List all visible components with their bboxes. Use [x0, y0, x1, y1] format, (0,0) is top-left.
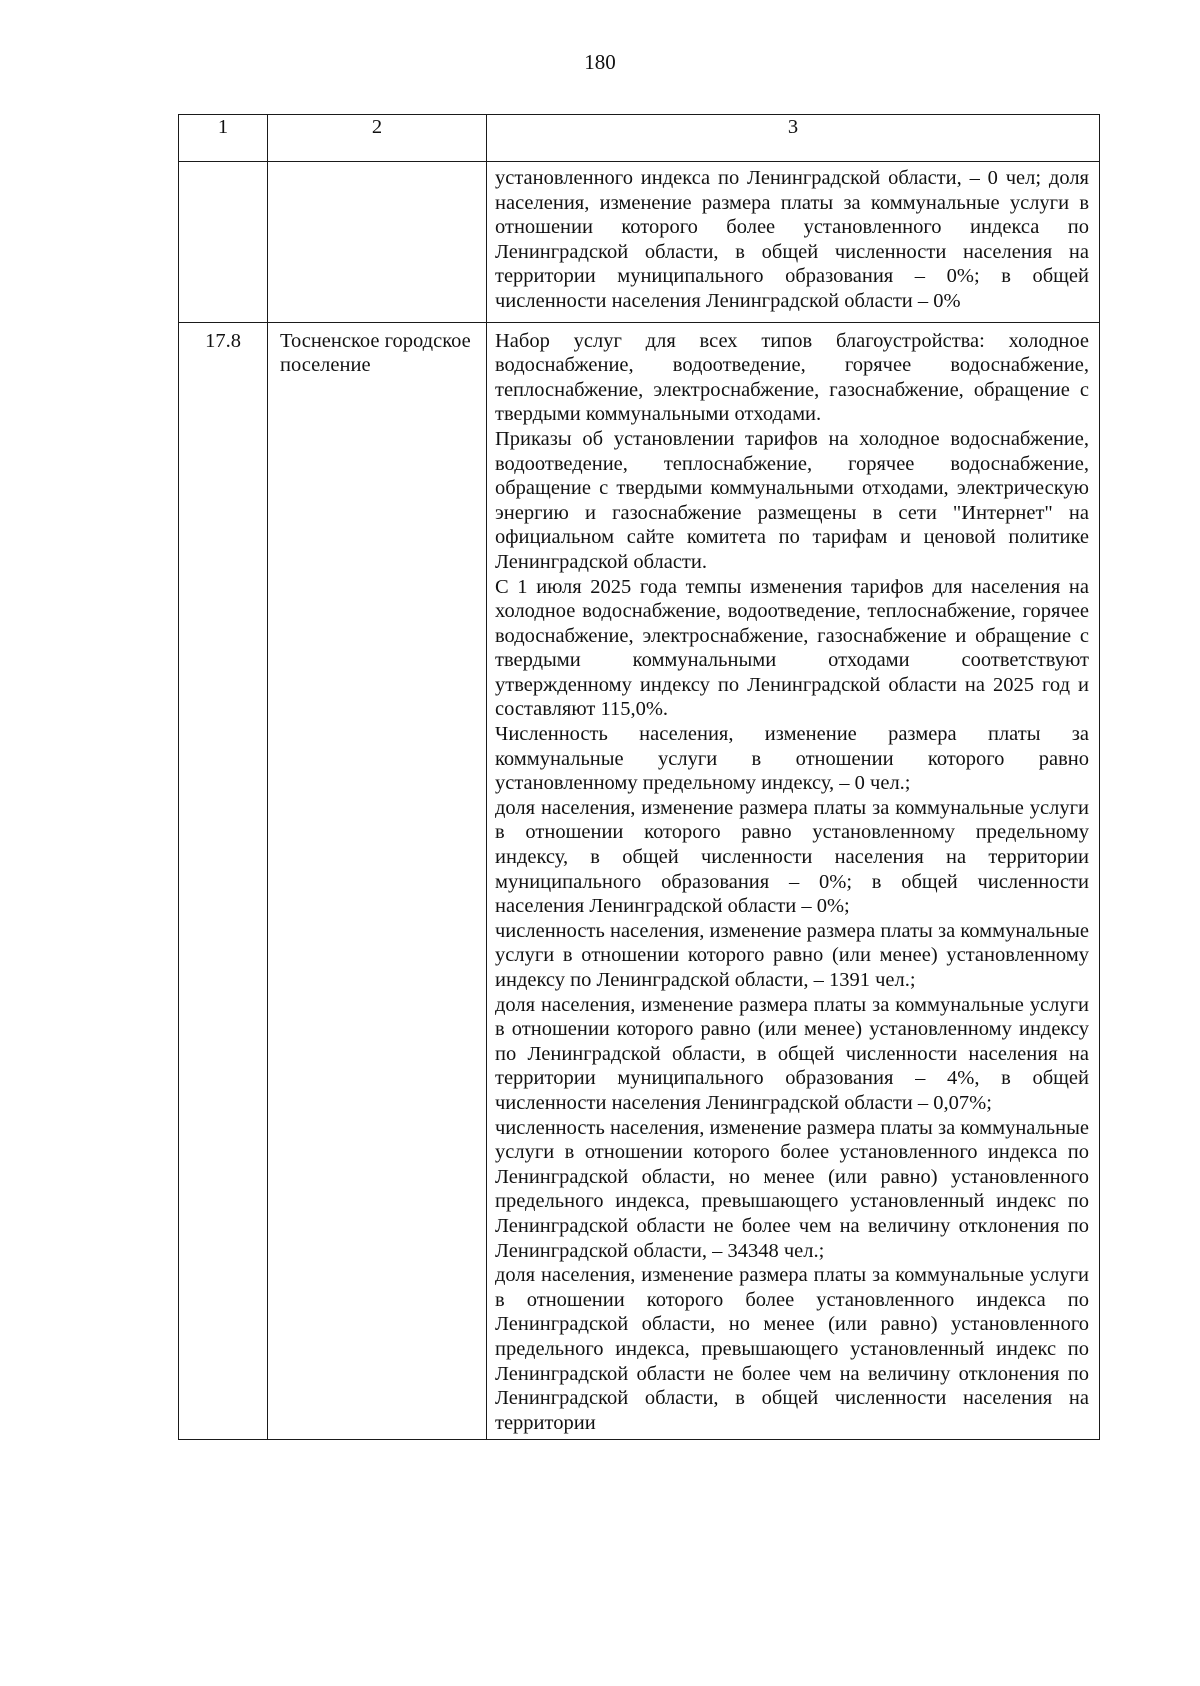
description-paragraph: установленного индекса по Ленинградской области, – 0 чел; доля населения, изменение размера платы за коммунальные услуги в отношении которого более установленного индекса по Ленинградской области, в общей численности населения на территории муниципального образования – 0%; в общей численности населения Ленинградской области – 0%	[495, 167, 1089, 312]
description-paragraph: доля населения, изменение размера платы за коммунальные услуги в отношении которого более установленного индекса по Ленинградской области, но менее (или равно) установленного предельного индекса, превышающего установленный индекс по Ленинградской области не более чем на величину отклонения по Ленинградской области, в общей численности населения на территории	[495, 1264, 1089, 1434]
description-cell	[487, 322, 1100, 1440]
description-paragraph: численность населения, изменение размера платы за коммунальные услуги в отношении которого равно (или менее) установленному индексу по Ленинградской области, – 1391 чел.;	[495, 919, 1089, 991]
row-number	[179, 162, 268, 323]
row-number: 17.8	[179, 322, 268, 1440]
table-header-row	[179, 115, 1100, 162]
table-row	[179, 162, 1100, 323]
municipality-name	[268, 162, 487, 323]
description-paragraph: Приказы об установлении тарифов на холодное водоснабжение, водоотведение, теплоснабжение, горячее водоснабжение, обращение с твердыми коммунальными отходами, электрическую энергию и газоснабжение размещены в сети "Интернет" на официальном сайте комитета по тарифам и ценовой политике Ленинградской области.	[495, 427, 1089, 573]
description-paragraph: доля населения, изменение размера платы за коммунальные услуги в отношении которого равно установленному предельному индексу, в общей численности населения на территории муниципального образования – 0%; в общей численности населения Ленинградской области – 0%;	[495, 796, 1089, 918]
municipality-name: Тосненское городское поселение	[268, 322, 487, 1440]
description-paragraph: доля населения, изменение размера платы за коммунальные услуги в отношении которого равно (или менее) установленному индексу по Ленинградской области, в общей численности населения на территории муниципального образования – 4%, в общей численности населения Ленинградской области – 0,07%;	[495, 993, 1089, 1114]
description-cell	[487, 162, 1100, 323]
data-table	[178, 114, 1100, 1440]
header-col-1: 1	[179, 115, 268, 162]
header-col-2: 2	[268, 115, 487, 162]
page-number: 180	[584, 50, 616, 74]
description-paragraph: Набор услуг для всех типов благоустройства: холодное водоснабжение, водоотведение, горячее водоснабжение, теплоснабжение, электроснабжение, газоснабжение, обращение с твердыми коммунальными отходами.	[495, 329, 1089, 426]
description-paragraph: численность населения, изменение размера платы за коммунальные услуги в отношении которого более установленного индекса по Ленинградской области, но менее (или равно) установленного предельного индекса, превышающего установленный индекс по Ленинградской области не более чем на величину отклонения по Ленинградской области, – 34348 чел.;	[495, 1116, 1089, 1262]
table-row	[179, 322, 1100, 1440]
description-paragraph: Численность населения, изменение размера платы за коммунальные услуги в отношении которого равно установленному предельному индексу, – 0 чел.;	[495, 723, 1089, 795]
description-paragraph: С 1 июля 2025 года темпы изменения тарифов для населения на холодное водоснабжение, водоотведение, теплоснабжение, горячее водоснабжение, электроснабжение, газоснабжение и обращение с твердыми коммунальными отходами соответствуют утвержденному индексу по Ленинградской области на 2025 год и составляют 115,0%.	[495, 575, 1089, 721]
header-col-3: 3	[487, 115, 1100, 162]
